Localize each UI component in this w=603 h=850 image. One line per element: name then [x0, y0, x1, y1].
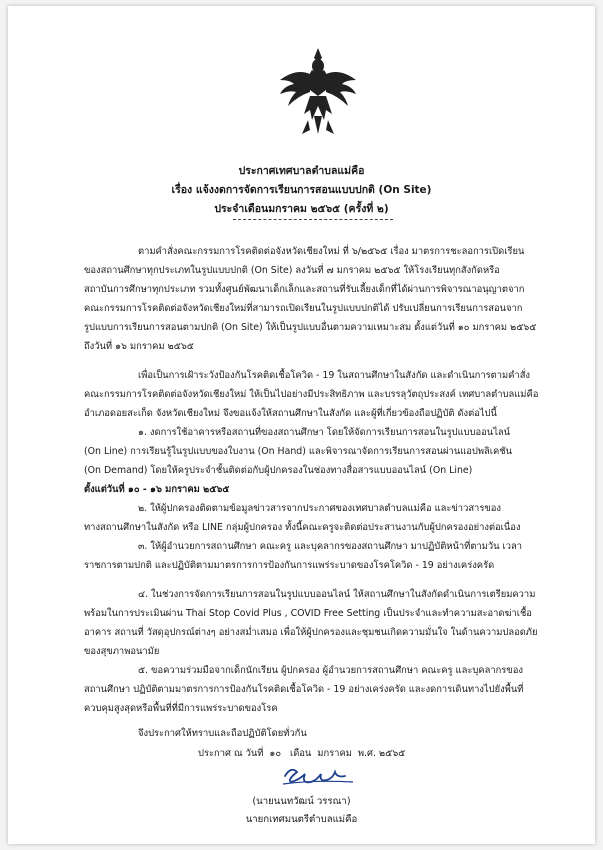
body-line: เพื่อเป็นการเฝ้าระวังป้องกันโรคติดเชื้อโควิด - 19 ในสถานศึกษาในสังกัด และดำเนินการตามคำสั่ง	[138, 370, 531, 381]
body-line: อาคาร สถานที่ วัสดุอุปกรณ์ต่างๆ อย่างสม่ำเสมอ เพื่อให้ผู้ปกครองและชุมชนเกิดความมั่นใจ ในด้านความปลอดภัย	[84, 627, 538, 638]
body-line: สถาบันการศึกษาทุกประเภท รวมทั้งศูนย์พัฒนาเด็กเล็กและสถานที่รับเลี้ยงเด็กที่ได้ผ่านการพิจารณาอนุญาตจาก	[84, 284, 525, 295]
body-line: (On Demand) โดยให้ครูประจำชั้นติดต่อกับผู้ปกครองในช่องทางสื่อสารแบบออนไลน์ (On Line)	[84, 465, 473, 476]
body-line: ๕. ขอความร่วมมือจากเด็กนักเรียน ผู้ปกครอง ผู้อำนวยการสถานศึกษา คณะครู และบุคลากรของ	[138, 665, 523, 676]
body-line: คณะกรรมการโรคติดต่อจังหวัดเชียงใหม่ที่สามารถเปิดเรียนในรูปแบบปกติได้ ปรับเปลี่ยนการเรียนการสอนจาก	[84, 303, 523, 314]
announcement-subject: เรื่อง แจ้งงดการจัดการเรียนการสอนแบบปกติ (On Site)	[171, 184, 432, 196]
body-line: อำเภอดอยสะเก็ด จังหวัดเชียงใหม่ จึงขอแจ้งให้สถานศึกษาในสังกัด และผู้ที่เกี่ยวข้องถือปฏิบัติ ดังต่อไปนี้	[84, 408, 497, 419]
body-line: ตามคำสั่งคณะกรรมการโรคติดต่อจังหวัดเชียงใหม่ ที่ ๖/๒๕๖๕ เรื่อง มาตรการชะลอการเปิดเรียน	[138, 246, 525, 257]
body-line: (On Line) การเรียนรู้ในรูปแบบของใบงาน (On Hand) และพิจารณาจัดการเรียนการสอนผ่านแอปพลิเคชัน	[84, 446, 513, 457]
signatory-title: นายกเทศมนตรีตำบลแม่คือ	[245, 814, 358, 825]
body-line: ๒. ให้ผู้ปกครองติดตามข้อมูลข่าวสารจากประกาศของเทศบาลตำบลแม่คือ และข่าวสารของ	[138, 503, 501, 514]
announcement-period: ประจำเดือนมกราคม ๒๕๖๕ (ครั้งที่ ๒)	[214, 203, 389, 215]
body-line: ทางสถานศึกษาในสังกัด หรือ LINE กลุ่มผู้ปกครอง ทั้งนี้คณะครูจะติดต่อประสานงานกับผู้ปกครองอย่างต่อเนื่อง	[84, 522, 521, 533]
body-line: ถึงวันที่ ๑๖ มกราคม ๒๕๖๕	[84, 341, 194, 352]
body-line: ๔. ในช่วงการจัดการเรียนการสอนในรูปแบบออนไลน์ ให้สถานศึกษาในสังกัดดำเนินการเตรียมความ	[138, 589, 536, 600]
body-line: ราชการตามปกติ และปฏิบัติตามมาตรการการป้องกันการแพร่ระบาดของโรคโควิด - 19 อย่างเคร่งครัด	[84, 560, 495, 571]
body-line: คณะกรรมการโรคติดต่อจังหวัดเชียงใหม่ ให้เป็นไปอย่างมีประสิทธิภาพ และบรรลุวัตถุประสงค์ เทศบาลตำบลแม่คือ	[84, 389, 539, 400]
body-line: ๓. ให้ผู้อำนวยการสถานศึกษา คณะครู และบุคลากรของสถานศึกษา มาปฏิบัติหน้าที่ตามวัน เวลา	[138, 541, 522, 552]
body-line: สถานศึกษา ปฏิบัติตามมาตรการการป้องกันโรคติดเชื้อโควิด - 19 อย่างเคร่งครัด และงดการเดินทางไปยังพื้นที่	[84, 684, 524, 695]
body-line: ๑. งดการใช้อาคารหรือสถานที่ของสถานศึกษา โดยให้จัดการเรียนการสอนในรูปแบบออนไลน์	[138, 427, 511, 438]
header-divider	[233, 219, 393, 220]
announcement-org: ประกาศเทศบาลตำบลแม่คือ	[238, 165, 365, 177]
body-line: พร้อมในการประเมินผ่าน Thai Stop Covid Plus , COVID Free Setting เป็นประจำและทำความสะอาดฆ่าเชื้อ	[84, 608, 532, 619]
signature-icon	[279, 760, 359, 790]
body-line: ของสุขภาพอนามัย	[84, 646, 160, 657]
document-page	[8, 6, 595, 844]
body-line: ตั้งแต่วันที่ ๑๐ - ๑๖ มกราคม ๒๕๖๕	[84, 484, 230, 495]
body-line: ประกาศ ณ วันที่ ๑๐ เดือน มกราคม พ.ศ. ๒๕๖๕	[198, 748, 406, 759]
body-line: รูปแบบการเรียนการสอนตามปกติ (On Site) ให้เป็นรูปแบบอื่นตามความเหมาะสม ตั้งแต่วันที่ ๑๐ มกราคม ๒๕๖๕	[84, 322, 537, 333]
body-line: ควบคุมสูงสุดหรือพื้นที่ที่มีการแพร่ระบาดของโรค	[84, 703, 278, 714]
body-line: จึงประกาศให้ทราบและถือปฏิบัติโดยทั่วกัน	[138, 728, 307, 739]
signatory-name: (นายนนทวัฒน์ วรรณา)	[252, 796, 351, 807]
garuda-emblem-icon	[278, 46, 358, 138]
body-line: ของสถานศึกษาทุกประเภทในรูปแบบปกติ (On Site) ลงวันที่ ๗ มกราคม ๒๕๖๕ ให้โรงเรียนทุกสังกัดหรือ	[84, 265, 500, 276]
